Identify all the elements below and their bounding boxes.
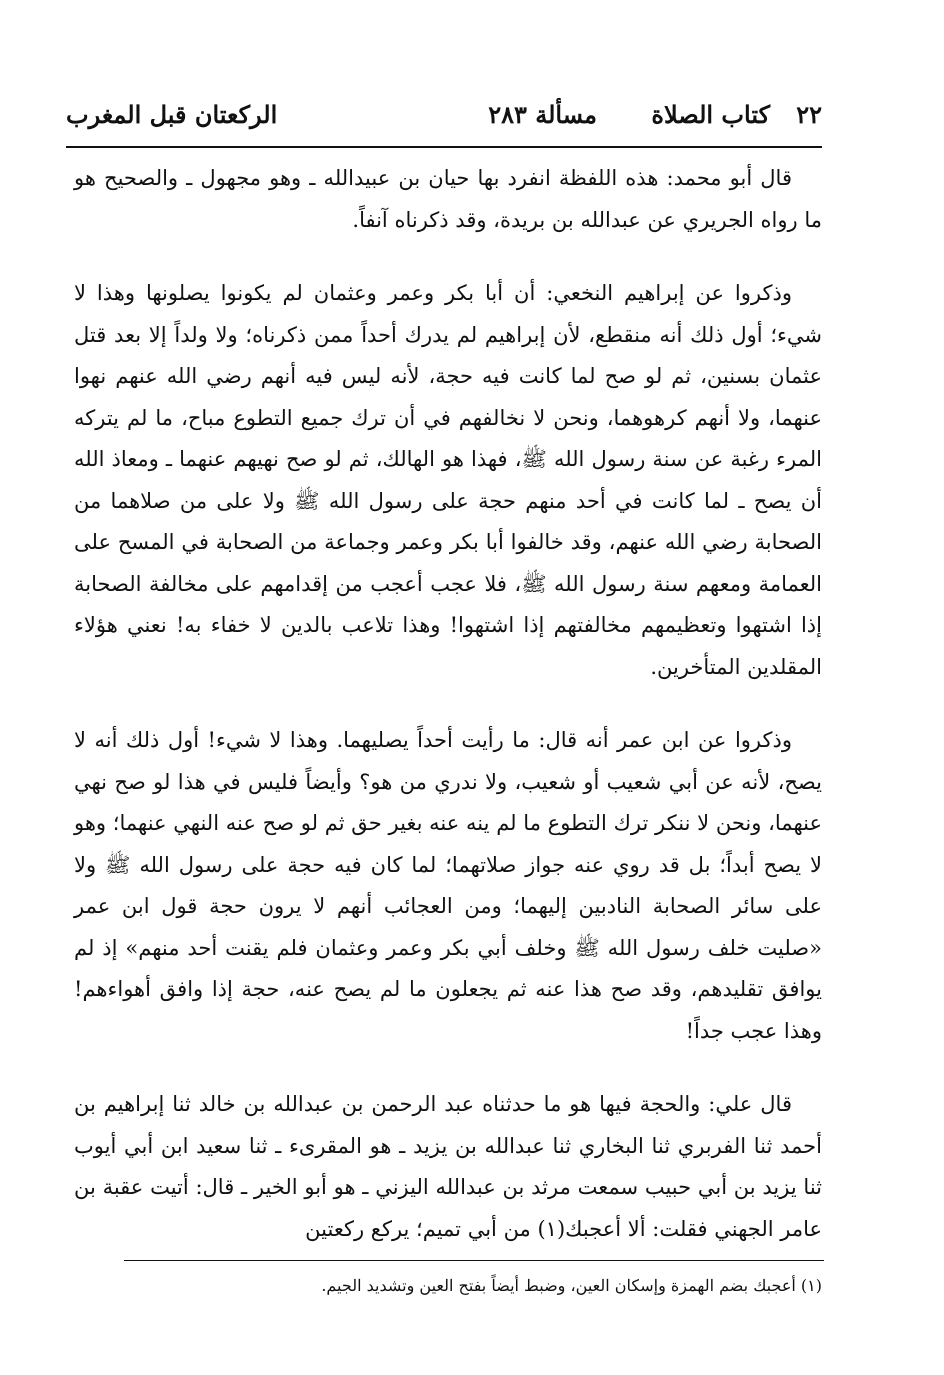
- header-divider: [66, 146, 822, 148]
- paragraph: قال علي: والحجة فيها هو ما حدثناه عبد الرحمن بن عبدالله بن خالد ثنا إبراهيم بن أحمد ثنا الفربري ثنا البخاري ثنا عبدالله بن يزيد ـ هو المقرىء ـ ثنا سعيد ابن أبي أيوب ثنا يزيد بن أبي حبيب سمعت مرثد بن عبدالله اليزني ـ هو أبو الخير ـ قال: أتيت عقبة بن عامر الجهني فقلت: ألا أعجبك(١) من أبي تميم؛ يركع ركعتين: [74, 1092, 822, 1241]
- footnote: (١) أعجبك بضم الهمزة وإسكان العين، وضبط أيضاً بفتح العين وتشديد الجيم.: [321, 1276, 822, 1295]
- book-title: كتاب الصلاة: [651, 100, 770, 129]
- footnote-divider: [124, 1260, 824, 1261]
- page-number: ٢٢: [796, 100, 822, 129]
- section-topic: الركعتان قبل المغرب: [66, 100, 278, 129]
- paragraph: وذكروا عن إبراهيم النخعي: أن أبا بكر وعمر وعثمان لم يكونوا يصلونها وهذا لا شيء؛ أول ذلك أنه منقطع، لأن إبراهيم لم يدرك أحداً ممن ذكرناه؛ ولا ولداً إلا بعد قتل عثمان بسنين، ثم لو صح لما كانت فيه حجة، لأنه ليس فيه أنهم رضي الله عنهم نهوا عنهما، ولا أنهم كرهوهما، ونحن لا نخالفهم في أن ترك جميع التطوع مباح، ما لم يتركه المرء رغبة عن سنة رسول الله ﷺ، فهذا هو الهالك، ثم لو صح نهيهم عنهما ـ ومعاذ الله أن يصح ـ لما كانت في أحد منهم حجة على رسول الله ﷺ ولا على من صلاهما من الصحابة رضي الله عنهم، وقد خالفوا أبا بكر وعمر وجماعة من الصحابة في المسح على العمامة ومعهم سنة رسول الله ﷺ، فلا عجب أعجب من إقدامهم على مخالفة الصحابة إذا اشتهوا وتعظيمهم مخالفتهم إذا اشتهوا! وهذا تلاعب بالدين لا خفاء به! نعني هؤلاء المقلدين المتأخرين.: [74, 281, 822, 679]
- paragraph: وذكروا عن ابن عمر أنه قال: ما رأيت أحداً يصليهما. وهذا لا شيء! أول ذلك أنه لا يصح، لأنه عن أبي شعيب أو شعيب، ولا ندري من هو؟ وأيضاً فليس في هذا لو صح نهي عنهما، ونحن لا ننكر ترك التطوع ما لم ينه عنه بغير حق ثم لو صح عنه النهي عنهما؛ وهو لا يصح أبداً؛ بل قد روي عنه جواز صلاتهما؛ لما كان فيه حجة على رسول الله ﷺ ولا على سائر الصحابة النادبين إليهما؛ ومن العجائب أنهم لا يرون حجة قول ابن عمر «صليت خلف رسول الله ﷺ وخلف أبي بكر وعمر وعثمان فلم يقنت أحد منهم» إذ لم يوافق تقليدهم، وقد صح هذا عنه ثم يجعلون ما لم يصح عنه، حجة إذا وافق أهواءهم! وهذا عجب جداً!: [74, 728, 822, 1043]
- main-text: [74, 158, 822, 1250]
- running-header: [66, 100, 822, 140]
- issue-number: مسألة ٢٨٣: [488, 100, 597, 129]
- paragraph: قال أبو محمد: هذه اللفظة انفرد بها حيان بن عبيدالله ـ وهو مجهول ـ والصحيح هو ما رواه الجريري عن عبدالله بن بريدة، وقد ذكرناه آنفاً.: [74, 166, 822, 232]
